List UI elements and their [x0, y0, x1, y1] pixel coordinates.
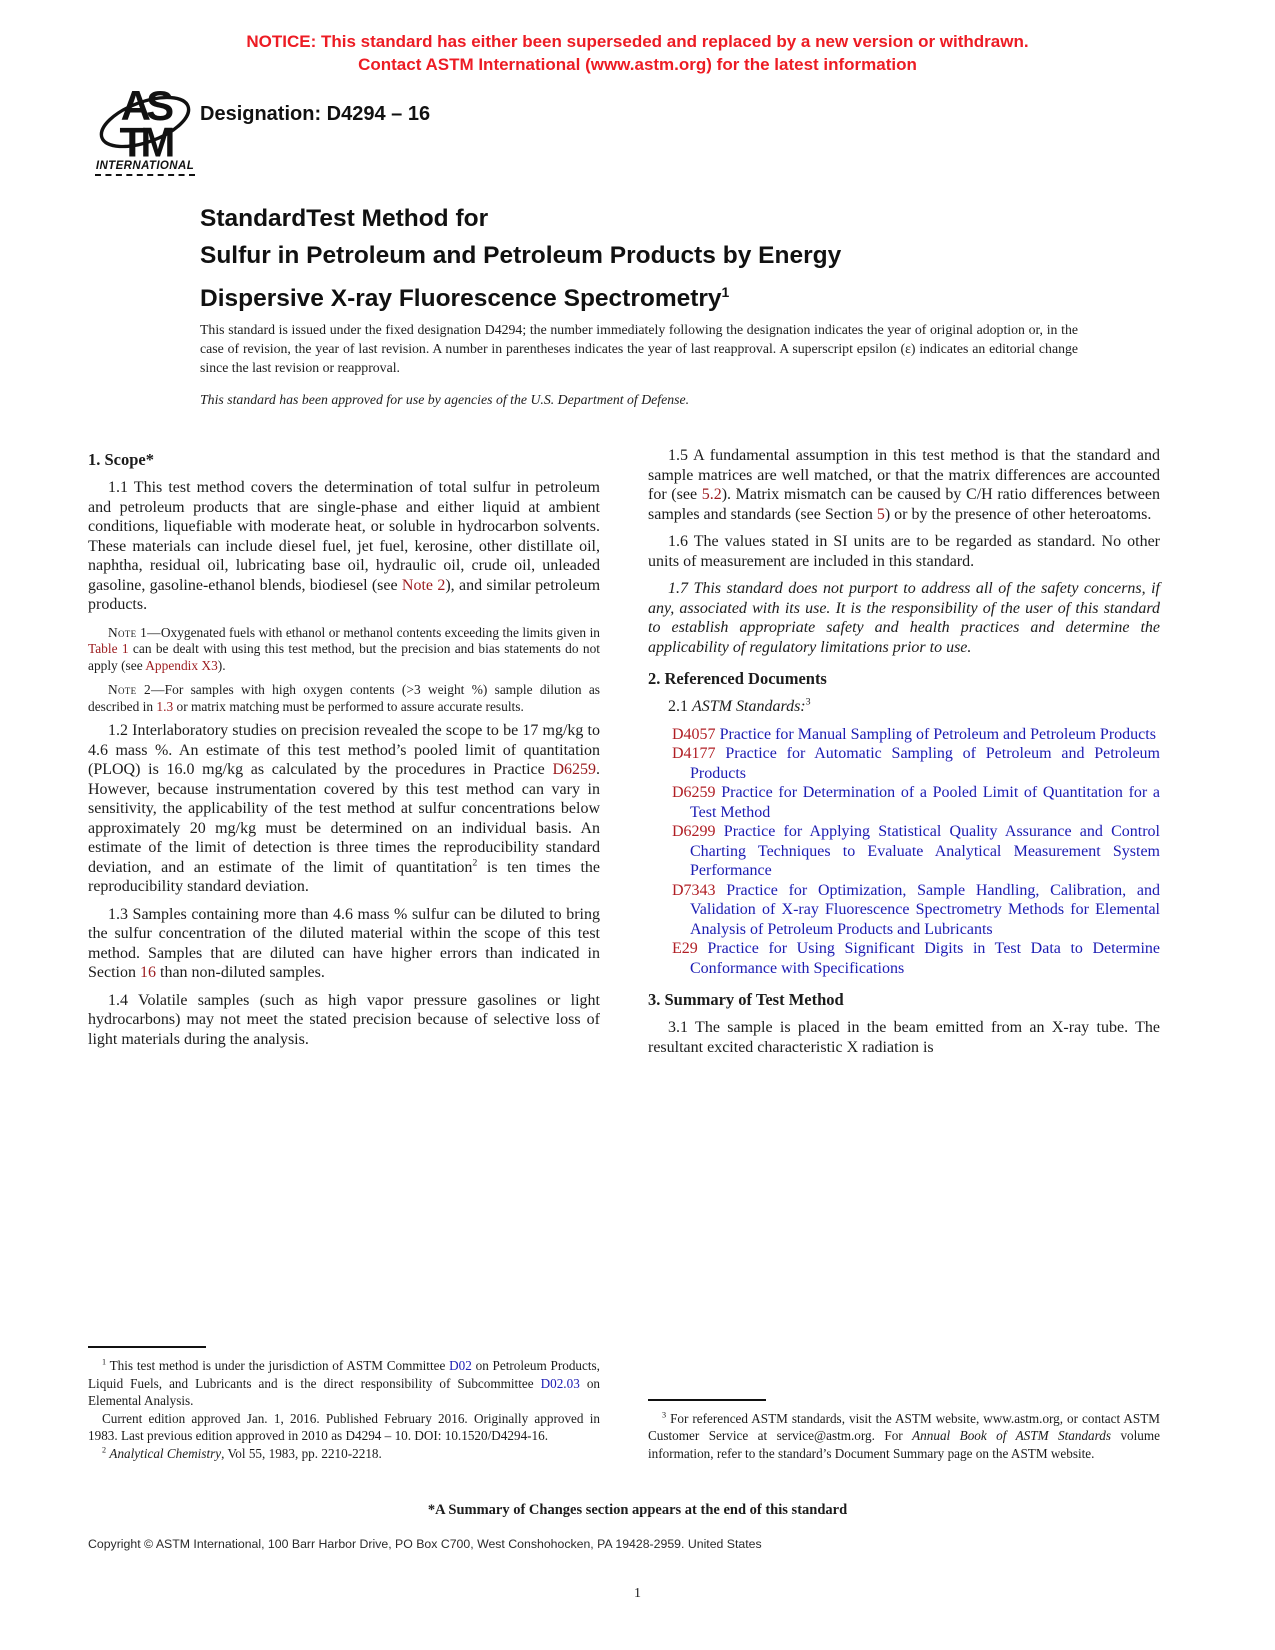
copyright-line: Copyright © ASTM International, 100 Barr Harbor Drive, PO Box C700, West Conshohocken, PA 19428-2959. United States [88, 1537, 762, 1551]
cross-reference-link[interactable]: 1.3 [156, 698, 174, 714]
astm-logo [95, 80, 195, 176]
text-segment: 1.4 Volatile samples (such as high vapor pressure gasolines or light hydrocarbons) may not meet the stated precision because of selective loss of light materials during the analysis. [88, 991, 600, 1048]
cross-reference-link[interactable]: Practice for Using Significant Digits in Test Data to Determine Conformance with Specifications [690, 940, 1160, 977]
text-segment: 2 [472, 857, 478, 869]
text-segment: than non-diluted samples. [156, 964, 325, 982]
astm-logo-international-label: INTERNATIONAL [95, 160, 195, 176]
text-segment: or matrix matching must be performed to assure accurate results. [173, 698, 524, 714]
footnote-separator-rule [88, 1346, 206, 1348]
cross-reference-link[interactable]: D4057 [672, 725, 716, 743]
footnote-3 [648, 1410, 1160, 1463]
astm-logo-mark [97, 80, 193, 164]
cross-reference-link[interactable]: D6259 [552, 761, 596, 779]
text-segment: Current edition approved Jan. 1, 2016. Published February 2016. Originally approved in 1983. Last previous edition approved in 2010 as D4294 – 10. DOI: 10.1520/D4294-16. [88, 1410, 600, 1443]
referenced-document [648, 939, 1160, 978]
text-segment: Annual Book of ASTM Standards [912, 1428, 1112, 1443]
cross-reference-link[interactable]: D4177 [672, 745, 716, 762]
paragraph-1-4 [88, 991, 600, 1050]
left-column-footnotes [88, 1340, 600, 1462]
text-segment: on Petroleum Products, Liquid Fuels, and Lubricants and is the direct responsibility of Subcommittee [88, 1358, 600, 1391]
cross-reference-link[interactable]: Practice for Determination of a Pooled Limit of Quantitation for a Test Method [690, 784, 1160, 821]
title-line-1: StandardTest Method for [200, 205, 489, 232]
dod-approval-note: This standard has been approved for use by agencies of the U.S. Department of Defense. [200, 392, 690, 407]
note-2 [88, 682, 600, 715]
cross-reference-link[interactable]: Practice for Applying Statistical Quality Assurance and Control Charting Techniques to Evaluate Analytical Measurement System Performance [690, 823, 1160, 879]
paragraph-1-7 [648, 579, 1160, 657]
cross-reference-link[interactable]: Note 2 [401, 576, 446, 594]
text-segment: ), and similar petroleum products. [88, 576, 601, 613]
text-segment: 1.7 This standard does not purport to address all of the safety concerns, if any, associated with its use. It is the responsibility of the user of this standard to establish appropriate safety and health practices and determine the applicability of regulatory limitations prior to use. [648, 580, 1160, 656]
cross-reference-link[interactable]: Practice for Optimization, Sample Handling, Calibration, and Validation of X-ray Fluorescence Spectrometry Methods for Elemental Analysis of Petroleum Products and Lubricants [690, 881, 1160, 938]
paragraph-1-1 [88, 478, 600, 615]
paragraph-1-3 [88, 905, 600, 983]
title-footnote-marker: 1 [721, 284, 730, 300]
text-segment: 1.2 Interlaboratory studies on precision revealed the scope to be 17 mg/kg to 4.6 mass %. An estimate of this test method’s pooled limit of quantitation (PLOQ) is 16.0 mg/kg as calculated by the procedures in Practice [88, 722, 600, 779]
cross-reference-link[interactable]: Practice for Manual Sampling of Petroleum and Petroleum Products [715, 725, 1156, 743]
text-segment: 3.1 The sample is placed in the beam emitted from an X-ray tube. The resultant excited characteristic X radiation is [648, 1019, 1160, 1056]
text-segment: 3 [805, 696, 811, 708]
astm-logo-letters-top: AS [120, 82, 170, 130]
issue-note: This standard is issued under the fixed designation D4294; the number immediately following the designation indicates the year of original adoption or, in the case of revision, the year of last revision. A number in parentheses indicates the year of last reapproval. A superscript epsilon (ε) indicates an editorial change since the last revision or reapproval. [200, 322, 1078, 375]
cross-reference-link[interactable]: D6299 [672, 823, 716, 840]
cross-reference-link[interactable]: 5 [876, 505, 885, 523]
text-segment: ASTM Standards: [692, 698, 806, 715]
text-segment: . However, because instrumentation covered by this test method can vary in sensitivity, the applicability of the test method at sulfur concentrations below approximately 20 mg/kg must be determined on an individual basis. An estimate of the limit of detection is three times the reproducibility standard deviation, and an estimate of the limit of quantitation [88, 761, 600, 876]
paragraph-1-5 [648, 446, 1160, 524]
text-segment: can be dealt with using this test method, but the precision and bias statements do not apply (see [88, 641, 601, 673]
text-segment: For samples with high oxygen contents (>3 weight %) sample dilution as described in [88, 682, 600, 714]
text-segment: This test method is under the jurisdiction of ASTM Committee [106, 1358, 450, 1373]
title-line-3-text: Dispersive X-ray Fluorescence Spectrometry [200, 285, 722, 312]
document-title [200, 200, 1150, 317]
paragraph-2-1 [648, 697, 1160, 717]
cross-reference-link[interactable]: Appendix X3 [145, 657, 218, 673]
cross-reference-link[interactable]: D7343 [672, 881, 716, 899]
text-segment: 1.3 Samples containing more than 4.6 mass % sulfur can be diluted to bring the sulfur concentration of the diluted material within the scope of this test method. Samples that are diluted can have higher errors than indicated in Section [88, 905, 600, 982]
referenced-document [648, 725, 1160, 745]
referenced-documents-list [648, 725, 1160, 979]
text-segment: is ten times the reproducibility standard deviation. [88, 858, 600, 896]
right-column [648, 446, 1160, 1462]
title-line-2: Sulfur in Petroleum and Petroleum Products by Energy [200, 242, 842, 269]
text-segment: Note 2— [108, 682, 165, 698]
text-segment: , Vol 55, 1983, pp. 2210-2218. [221, 1445, 382, 1461]
text-segment: ). [217, 657, 226, 673]
notice-line-2: Contact ASTM International (www.astm.org) for the latest information [358, 55, 917, 74]
cross-reference-link[interactable]: D6259 [672, 784, 716, 801]
note-1 [88, 625, 600, 675]
astm-logo-letters-bottom: TM [119, 118, 171, 164]
referenced-document [648, 744, 1160, 783]
text-segment: 1 [102, 1357, 107, 1367]
text-segment: Oxygenated fuels with ethanol or methanol contents exceeding the limits given in [160, 624, 601, 640]
cross-reference-link[interactable]: 16 [140, 964, 156, 982]
text-segment: Analytical Chemistry [109, 1445, 222, 1461]
text-segment: 1.6 The values stated in SI units are to be regarded as standard. No other units of measurement are included in this standard. [648, 533, 1160, 570]
designation-label: Designation: D4294 – 16 [200, 103, 431, 125]
summary-of-changes-note: *A Summary of Changes section appears at the end of this standard [427, 1502, 848, 1518]
paragraph-1-2 [88, 721, 600, 897]
text-segment: Note 1— [108, 624, 161, 640]
cross-reference-link[interactable]: D02 [449, 1358, 472, 1373]
text-segment: 2 [102, 1445, 107, 1455]
paragraph-3-1 [648, 1018, 1160, 1057]
cross-reference-link[interactable]: Table 1 [88, 641, 129, 657]
text-segment: volume information, refer to the standard’s Document Summary page on the ASTM website. [648, 1428, 1160, 1461]
footnote-1 [88, 1357, 600, 1410]
section-3-heading: 3. Summary of Test Method [648, 990, 844, 1009]
two-column-body [88, 446, 1160, 1462]
footnote-1-edition [88, 1410, 600, 1445]
text-segment: ). Matrix mismatch can be caused by C/H ratio differences between samples and standards (see Section [648, 486, 1160, 523]
text-segment: For referenced ASTM standards, visit the ASTM website, www.astm.org, or contact ASTM Customer Service at service@astm.org. For [648, 1410, 1160, 1443]
page-number: 1 [634, 1586, 641, 1601]
section-2-heading: 2. Referenced Documents [648, 669, 827, 688]
text-segment: on Elemental Analysis. [88, 1375, 601, 1408]
text-segment: 1.5 A fundamental assumption in this test method is that the standard and sample matrices are well matched, or that the matrix differences are accounted for (see [648, 447, 1160, 503]
right-column-footnotes [648, 1393, 1160, 1463]
text-segment: 2.1 [668, 698, 692, 715]
section-1-heading: 1. Scope* [88, 450, 154, 469]
footnote-separator-rule [648, 1399, 766, 1401]
cross-reference-link[interactable]: Practice for Automatic Sampling of Petroleum and Petroleum Products [690, 745, 1160, 782]
text-segment: 3 [662, 1410, 667, 1420]
referenced-document [648, 822, 1160, 881]
paragraph-1-6 [648, 532, 1160, 571]
footnote-2 [88, 1445, 600, 1463]
cross-reference-link[interactable]: D02.03 [540, 1375, 580, 1391]
notice-line-1: NOTICE: This standard has either been superseded and replaced by a new version or withdrawn. [246, 32, 1029, 51]
supersession-notice [0, 30, 1275, 76]
referenced-document [648, 783, 1160, 822]
text-segment: 1.1 This test method covers the determination of total sulfur in petroleum and petroleum products that are single-phase and either liquid at ambient conditions, liquefiable with moderate heat, or soluble in hydrocarbon solvents. These materials can include diesel fuel, jet fuel, kerosine, other distillate oil, naphtha, residual oil, lubricating base oil, hydraulic oil, crude oil, unleaded gasoline, gasoline-ethanol blends, biodiesel (see [88, 479, 600, 594]
cross-reference-link[interactable]: 5.2 [701, 486, 722, 503]
cross-reference-link[interactable]: E29 [672, 940, 698, 957]
text-segment: ) or by the presence of other heteroatoms. [884, 505, 1152, 523]
referenced-document [648, 881, 1160, 940]
left-column [88, 446, 600, 1462]
title-line-3 [200, 274, 1150, 317]
